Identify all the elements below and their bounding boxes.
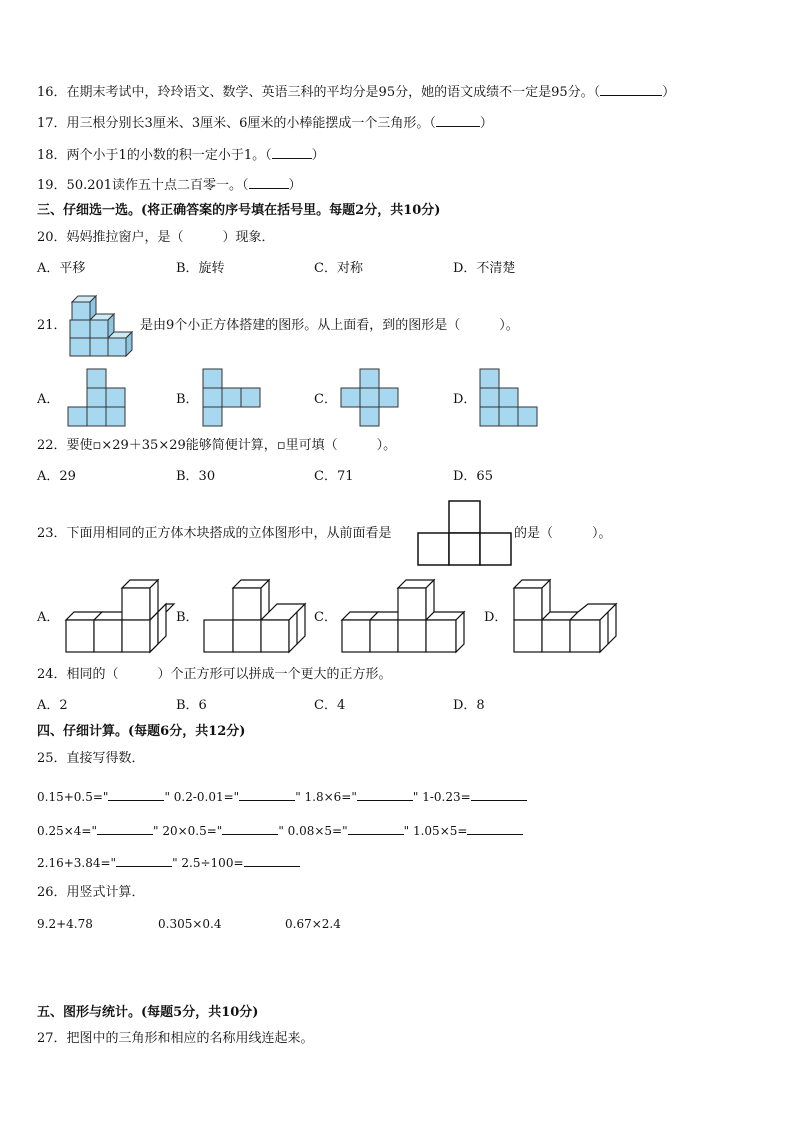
q21-option-b[interactable]: B． xyxy=(176,392,199,407)
question-24: 24．相同的（ ）个正方形可以拼成一个更大的正方形。 xyxy=(37,667,392,682)
blue-cube xyxy=(72,296,96,320)
q24-option-b[interactable]: B．6 xyxy=(176,698,207,713)
question-22: 22．要使▫×29＋35×29能够简便计算，▫里可填（ ）。 xyxy=(37,438,397,453)
q24-option-c[interactable]: C．4 xyxy=(314,698,346,713)
q21-cube-stack-figure xyxy=(68,294,140,358)
q23-front-view-figure xyxy=(417,500,513,566)
q25-row-1 xyxy=(37,788,527,806)
q20-option-c[interactable]: C．对称 xyxy=(314,261,363,276)
q23-option-d[interactable]: D． xyxy=(484,610,508,625)
question-16-close: ） xyxy=(662,85,676,100)
q25-blank-9[interactable] xyxy=(116,854,172,867)
q22-option-a[interactable]: A．29 xyxy=(37,469,76,484)
question-25: 25．直接写得数． xyxy=(37,751,145,766)
question-18-text: 18．两个小于1的小数的积一定小于1。（ xyxy=(37,148,272,163)
q25-item-8: " 1.05×5= xyxy=(403,824,468,838)
section-3-heading: 三、仔细选一选。(将正确答案的序号填在括号里。每题2分，共10分) xyxy=(37,203,441,218)
q24-option-d[interactable]: D．8 xyxy=(453,698,485,713)
question-16 xyxy=(37,83,675,102)
q22-option-b[interactable]: B．30 xyxy=(176,469,216,484)
q25-item-9: 2.16+3.84=" xyxy=(37,856,117,870)
q25-blank-8[interactable] xyxy=(467,822,523,835)
q25-blank-6[interactable] xyxy=(222,822,278,835)
q21-option-a-figure xyxy=(67,369,127,427)
question-16-text: 16．在期末考试中，玲玲语文、数学、英语三科的平均分是95分，她的语文成绩不一定是95分。（ xyxy=(37,85,601,100)
answer-blank-16[interactable] xyxy=(600,83,662,96)
q20-option-d[interactable]: D．不清楚 xyxy=(453,261,516,276)
q25-blank-1[interactable] xyxy=(108,788,164,801)
question-21-text: 是由9个小正方体搭建的图形。从上面看，到的图形是（ ）。 xyxy=(140,318,519,333)
q23-option-b[interactable]: B． xyxy=(176,610,199,625)
q25-item-6: " 20×0.5=" xyxy=(152,824,223,838)
q21-option-b-figure xyxy=(202,369,262,427)
question-17-close: ） xyxy=(479,116,493,131)
question-21-number: 21． xyxy=(37,318,67,333)
q22-option-d[interactable]: D．65 xyxy=(453,469,493,484)
q25-item-7: " 0.08×5=" xyxy=(278,824,348,838)
q23-option-c-figure xyxy=(342,580,470,654)
question-26: 26．用竖式计算． xyxy=(37,885,145,900)
question-18-close: ） xyxy=(311,148,325,163)
q25-blank-5[interactable] xyxy=(97,822,153,835)
section-4-heading: 四、仔细计算。(每题6分，共12分) xyxy=(37,724,246,739)
question-19-close: ） xyxy=(288,178,302,193)
q25-blank-10[interactable] xyxy=(244,854,300,867)
question-23-text-after: 的是（ ）。 xyxy=(514,526,612,541)
question-17 xyxy=(37,114,493,133)
q23-option-a-figure xyxy=(66,578,176,654)
q21-option-d-figure xyxy=(479,369,539,427)
q25-item-5: 0.25×4=" xyxy=(37,824,97,838)
q24-option-a[interactable]: A．2 xyxy=(37,698,68,713)
question-17-text: 17．用三根分别长3厘米、3厘米、6厘米的小棒能摆成一个三角形。（ xyxy=(37,116,436,131)
question-27: 27．把图中的三角形和相应的名称用线连起来。 xyxy=(37,1031,314,1046)
q23-option-c[interactable]: C． xyxy=(314,610,337,625)
q20-option-a[interactable]: A．平移 xyxy=(37,261,86,276)
q25-blank-7[interactable] xyxy=(348,822,404,835)
q25-blank-2[interactable] xyxy=(239,788,295,801)
question-18 xyxy=(37,146,325,165)
q21-option-a[interactable]: A． xyxy=(37,392,60,407)
question-20: 20．妈妈推拉窗户，是（ ）现象． xyxy=(37,230,275,245)
q23-option-b-figure xyxy=(203,580,313,654)
q21-option-c-figure xyxy=(340,369,400,427)
section-5-heading: 五、图形与统计。(每题5分，共10分) xyxy=(37,1005,259,1020)
q25-item-4: " 1-0.23= xyxy=(412,790,471,804)
question-19 xyxy=(37,176,302,195)
q25-blank-3[interactable] xyxy=(357,788,413,801)
q21-option-c[interactable]: C． xyxy=(314,392,337,407)
q26-item-3: 0.67×2.4 xyxy=(285,917,341,931)
q26-item-1: 9.2+4.78 xyxy=(37,917,93,931)
q20-option-b[interactable]: B．旋转 xyxy=(176,261,225,276)
q25-item-2: " 0.2-0.01=" xyxy=(164,790,240,804)
answer-blank-17[interactable] xyxy=(436,114,480,127)
q21-option-d[interactable]: D． xyxy=(453,392,477,407)
q25-item-3: " 1.8×6=" xyxy=(295,790,357,804)
q26-item-2: 0.305×0.4 xyxy=(158,917,222,931)
q25-row-2 xyxy=(37,822,523,840)
q25-item-1: 0.15+0.5=" xyxy=(37,790,109,804)
q23-option-d-figure xyxy=(513,578,623,654)
question-23-text-before: 23．下面用相同的正方体木块搭成的立体图形中，从前面看是 xyxy=(37,526,392,541)
q25-item-10: " 2.5÷100= xyxy=(172,856,244,870)
q25-row-3 xyxy=(37,854,300,872)
q22-option-c[interactable]: C．71 xyxy=(314,469,354,484)
answer-blank-18[interactable] xyxy=(272,146,312,159)
q23-option-a[interactable]: A． xyxy=(37,610,60,625)
answer-blank-19[interactable] xyxy=(249,176,289,189)
question-19-text: 19．50.201读作五十点二百零一。（ xyxy=(37,178,249,193)
q25-blank-4[interactable] xyxy=(471,788,527,801)
